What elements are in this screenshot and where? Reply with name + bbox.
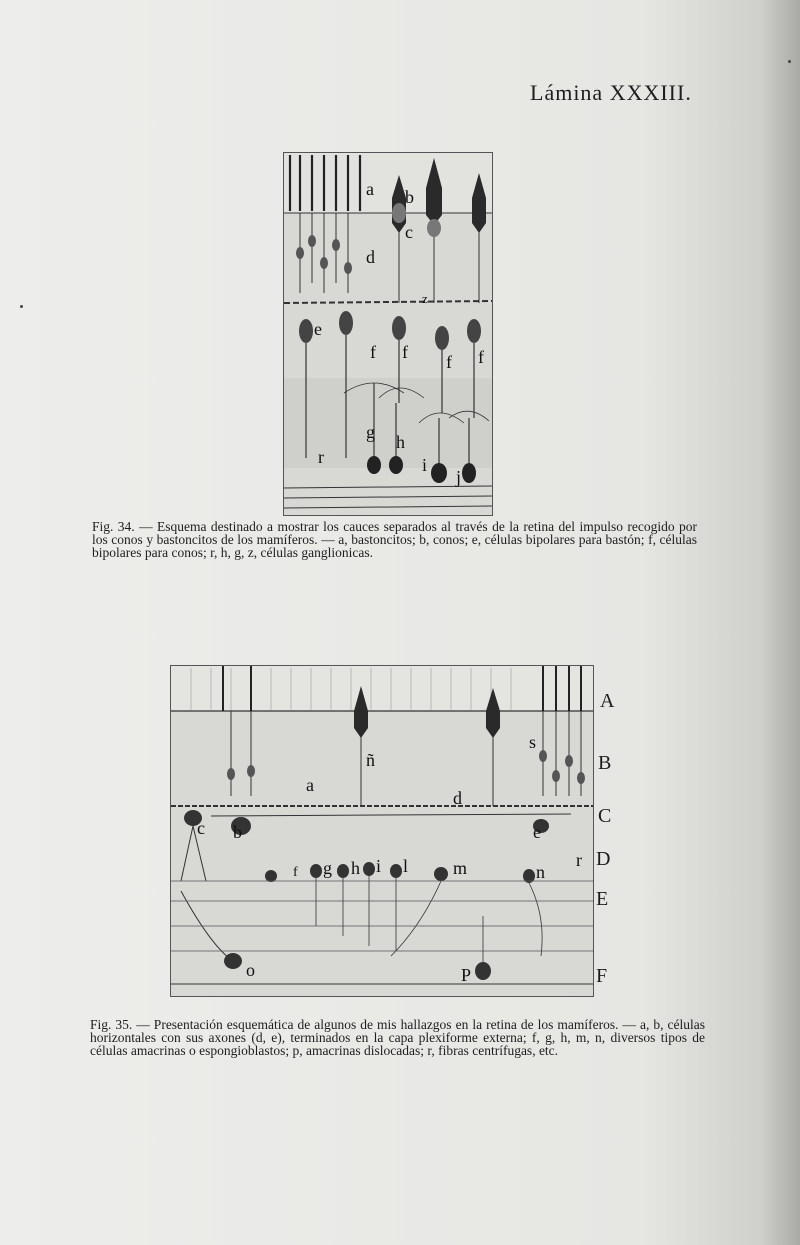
fig35-label-n-tilde: ñ xyxy=(366,750,375,770)
fig35-label-i: i xyxy=(376,856,382,876)
fig35-label-c: c xyxy=(197,818,205,838)
figure-35-caption xyxy=(90,1018,705,1057)
fig35-layer-label-A: A xyxy=(600,690,615,712)
page-speck xyxy=(20,305,23,308)
fig35-label-a: a xyxy=(306,775,314,795)
fig34-label-j: j xyxy=(456,467,462,487)
fig35-label-n: n xyxy=(536,862,545,882)
fig34-label-d: d xyxy=(366,247,375,267)
fig35-label-P: P xyxy=(461,965,472,985)
fig35-label-g: g xyxy=(323,858,332,878)
fig35-label-r: r xyxy=(576,850,582,870)
fig35-label-l: l xyxy=(403,856,409,876)
fig34-label-r: r xyxy=(318,447,324,467)
fig35-layer-label-D: D xyxy=(596,848,611,870)
figure-35-caption-text: — Presentación esquemática de algunos de mis hallazgos en la retina de los mamíferos. — a, b, células horizontales con sus axones (d, e), terminados en la capa plexiforme externa; f, g, h, m, n, diversos tipos de células amacrinas o espongioblastos; p, amacrinas dislocadas; r, fibras centrífugas, etc. xyxy=(90,1017,705,1058)
fig34-label-f4: f xyxy=(478,347,484,367)
fig34-label-h: h xyxy=(396,432,405,452)
fig34-label-f1: f xyxy=(370,342,376,362)
fig34-label-g: g xyxy=(366,422,375,442)
fig35-layer-label-B: B xyxy=(598,752,612,774)
fig34-label-i: i xyxy=(422,455,428,475)
fig35-label-m: m xyxy=(453,858,468,878)
fig35-label-e: e xyxy=(533,822,541,842)
fig34-label-a: a xyxy=(366,179,374,199)
fig35-label-f: f xyxy=(293,865,298,880)
fig35-label-b: b xyxy=(233,822,242,842)
fig34-label-z: z xyxy=(422,291,428,306)
figure-35-caption-label: Fig. 35. xyxy=(90,1017,133,1032)
page-speck xyxy=(788,60,791,63)
fig34-label-f2: f xyxy=(402,342,408,362)
fig35-label-o: o xyxy=(246,960,255,980)
fig35-label-h: h xyxy=(351,858,360,878)
fig35-label-s: s xyxy=(529,732,537,752)
plate-title: Lámina XXXIII. xyxy=(530,80,692,105)
fig35-layer-label-F: F xyxy=(596,965,608,987)
fig34-label-b: b xyxy=(405,187,414,207)
fig34-label-e: e xyxy=(314,319,322,339)
figure-34-illustration xyxy=(283,152,493,516)
figure-35-illustration xyxy=(170,665,594,997)
figure-34-caption-label: Fig. 34. xyxy=(92,519,135,534)
fig34-label-f3: f xyxy=(446,352,452,372)
figure-34-caption xyxy=(92,520,697,559)
fig35-layer-label-E: E xyxy=(596,888,609,910)
fig35-label-d: d xyxy=(453,788,462,808)
fig34-label-c: c xyxy=(405,222,413,242)
fig35-layer-label-C: C xyxy=(598,805,612,827)
figure-34-caption-text: — Esquema destinado a mostrar los cauces separados al través de la retina del impulso recogido por los conos y bastoncitos de los mamíferos. — a, bastoncitos; b, conos; e, células bipolares para bastón; f, células bipolares para conos; r, h, g, z, células ganglionicas. xyxy=(92,519,698,560)
